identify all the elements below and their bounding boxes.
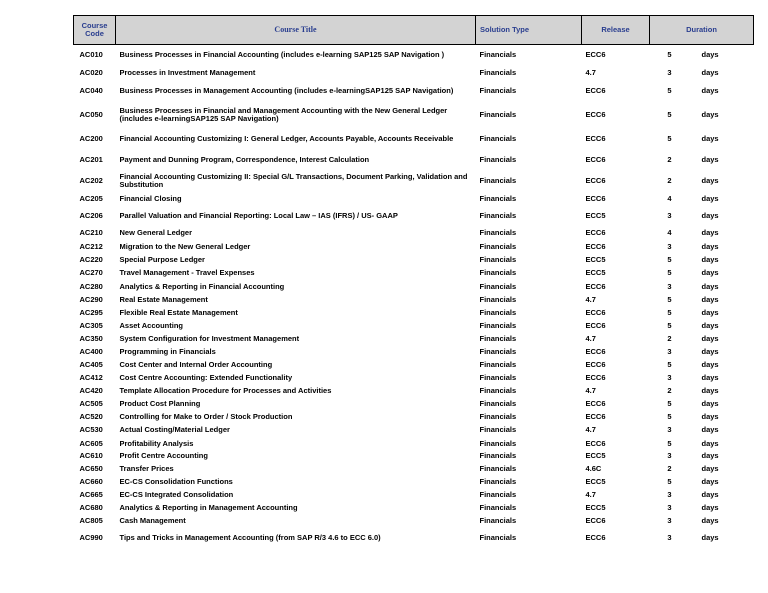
course-code: AC201	[79, 154, 103, 164]
duration-unit: days	[701, 294, 719, 304]
duration-unit: days	[701, 385, 719, 395]
release: ECC6	[585, 175, 606, 185]
solution-type: Financials	[479, 359, 517, 369]
course-code: AC010	[79, 50, 103, 59]
table-row	[74, 438, 754, 451]
course-title: Processes in Investment Management	[119, 67, 256, 77]
release: ECC6	[585, 109, 606, 119]
course-title: Real Estate Management	[119, 294, 208, 304]
table-row	[74, 398, 754, 411]
release: ECC6	[585, 438, 606, 448]
duration-unit: days	[701, 50, 719, 59]
table-row	[74, 359, 754, 372]
release: ECC6	[585, 241, 606, 251]
course-code: AC050	[79, 109, 103, 119]
course-code: AC680	[79, 502, 103, 512]
duration-days: 3	[667, 502, 672, 512]
table-row	[74, 227, 754, 241]
duration-unit: days	[701, 133, 719, 143]
table-row	[74, 320, 754, 333]
release: 4.7	[585, 333, 596, 343]
solution-type: Financials	[479, 451, 517, 461]
course-code: AC290	[79, 294, 103, 304]
header-course-code: Course Code	[74, 16, 116, 45]
duration-unit: days	[701, 154, 719, 164]
release: ECC5	[585, 254, 606, 264]
course-title: Travel Management - Travel Expenses	[119, 268, 255, 278]
table-row	[74, 45, 754, 66]
release: ECC6	[585, 133, 606, 143]
solution-type: Financials	[479, 398, 517, 408]
table-row	[74, 254, 754, 267]
table-row	[74, 192, 754, 207]
course-title: Financial Accounting Customizing II: Special G/L Transactions, Document Parking, Validation and Substitution	[119, 171, 468, 189]
duration-unit: days	[701, 346, 719, 356]
duration-days: 4	[667, 228, 672, 238]
course-code: AC420	[79, 385, 103, 395]
release: ECC6	[585, 193, 606, 203]
duration-days: 5	[667, 109, 672, 119]
course-code: AC412	[79, 372, 103, 382]
table-header-row	[74, 16, 754, 45]
course-title: System Configuration for Investment Management	[119, 333, 300, 343]
table-row	[74, 207, 754, 227]
solution-type: Financials	[479, 489, 517, 499]
course-title: Controlling for Make to Order / Stock Production	[119, 411, 293, 421]
duration-unit: days	[701, 425, 719, 435]
course-code: AC040	[79, 85, 103, 95]
duration-unit: days	[701, 211, 719, 221]
table-row	[74, 81, 754, 102]
solution-type: Financials	[479, 85, 517, 95]
course-code: AC280	[79, 281, 103, 291]
solution-type: Financials	[479, 281, 517, 291]
table-row	[74, 307, 754, 320]
duration-unit: days	[701, 307, 719, 317]
duration-days: 5	[667, 359, 672, 369]
header-release: Release	[582, 16, 650, 45]
solution-type: Financials	[479, 254, 517, 264]
duration-days: 5	[667, 320, 672, 330]
course-title: Actual Costing/Material Ledger	[119, 425, 230, 435]
table-row	[74, 281, 754, 294]
duration-unit: days	[701, 372, 719, 382]
course-code: AC530	[79, 425, 103, 435]
course-code: AC020	[79, 67, 103, 77]
course-title: Flexible Real Estate Management	[119, 307, 238, 317]
course-title: Financial Closing	[119, 193, 182, 203]
duration-days: 5	[667, 411, 672, 421]
duration-days: 3	[667, 211, 672, 221]
course-title: Cash Management	[119, 515, 186, 525]
duration-days: 5	[667, 476, 672, 486]
solution-type: Financials	[479, 320, 517, 330]
table-row	[74, 515, 754, 528]
release: ECC6	[585, 398, 606, 408]
solution-type: Financials	[479, 294, 517, 304]
course-title: Business Processes in Financial and Management Accounting with the New General Ledger (includes e-learningSAP125 SAP Navigation)	[119, 105, 448, 123]
duration-unit: days	[701, 228, 719, 238]
duration-unit: days	[701, 489, 719, 499]
table-row	[74, 267, 754, 281]
duration-days: 2	[667, 175, 672, 185]
table-row	[74, 333, 754, 346]
duration-days: 3	[667, 241, 672, 251]
course-code: AC520	[79, 411, 103, 421]
course-code: AC350	[79, 333, 103, 343]
table-row	[74, 451, 754, 463]
duration-unit: days	[701, 254, 719, 264]
duration-days: 5	[667, 398, 672, 408]
solution-type: Financials	[479, 438, 517, 448]
release: ECC6	[585, 533, 606, 543]
duration-days: 5	[667, 254, 672, 264]
duration-days: 2	[667, 154, 672, 164]
solution-type: Financials	[479, 109, 517, 119]
release: ECC6	[585, 307, 606, 317]
duration-unit: days	[701, 85, 719, 95]
header-solution-type: Solution Type	[476, 16, 582, 45]
release: ECC6	[585, 281, 606, 291]
table-row	[74, 150, 754, 171]
course-title: Business Processes in Financial Accounting (includes e-learning SAP125 SAP Navigation )	[119, 50, 445, 59]
table-row	[74, 66, 754, 81]
table-row	[74, 489, 754, 502]
course-code: AC210	[79, 228, 103, 238]
course-title: Transfer Prices	[119, 463, 174, 473]
release: 4.7	[585, 294, 596, 304]
duration-unit: days	[701, 268, 719, 278]
course-title: Migration to the New General Ledger	[119, 241, 251, 251]
solution-type: Financials	[479, 372, 517, 382]
duration-days: 2	[667, 463, 672, 473]
table-row	[74, 463, 754, 476]
course-title: Payment and Dunning Program, Correspondence, Interest Calculation	[119, 154, 370, 164]
solution-type: Financials	[479, 268, 517, 278]
solution-type: Financials	[479, 333, 517, 343]
solution-type: Financials	[479, 476, 517, 486]
solution-type: Financials	[479, 241, 517, 251]
release: ECC6	[585, 320, 606, 330]
release: ECC5	[585, 268, 606, 278]
course-title: Financial Accounting Customizing I: General Ledger, Accounts Payable, Accounts Receivable	[119, 133, 454, 143]
solution-type: Financials	[479, 154, 517, 164]
course-code: AC990	[79, 533, 103, 543]
course-code: AC405	[79, 359, 103, 369]
duration-unit: days	[701, 359, 719, 369]
duration-unit: days	[701, 502, 719, 512]
solution-type: Financials	[479, 307, 517, 317]
course-title: Parallel Valuation and Financial Reporting: Local Law – IAS (IFRS) / US- GAAP	[119, 211, 398, 221]
course-title: Cost Centre Accounting: Extended Functionality	[119, 372, 293, 382]
release: ECC6	[585, 154, 606, 164]
duration-days: 5	[667, 294, 672, 304]
release: ECC6	[585, 411, 606, 421]
table-row	[74, 385, 754, 398]
course-code: AC202	[79, 175, 103, 185]
solution-type: Financials	[479, 67, 517, 77]
solution-type: Financials	[479, 425, 517, 435]
solution-type: Financials	[479, 50, 517, 59]
course-title: New General Ledger	[119, 228, 193, 238]
table-row	[74, 171, 754, 192]
course-title: Programming in Financials	[119, 346, 216, 356]
course-code: AC295	[79, 307, 103, 317]
duration-days: 3	[667, 533, 672, 543]
duration-unit: days	[701, 398, 719, 408]
release: 4.7	[585, 489, 596, 499]
course-code: AC665	[79, 489, 103, 499]
solution-type: Financials	[479, 515, 517, 525]
course-title: Profit Centre Accounting	[119, 451, 208, 461]
duration-unit: days	[701, 281, 719, 291]
solution-type: Financials	[479, 411, 517, 421]
duration-unit: days	[701, 515, 719, 525]
duration-unit: days	[701, 533, 719, 543]
table-row	[74, 502, 754, 515]
course-title: Analytics & Reporting in Financial Accounting	[119, 281, 285, 291]
header-course-title: Course Title	[116, 16, 476, 45]
course-code: AC610	[79, 451, 103, 461]
duration-days: 2	[667, 385, 672, 395]
solution-type: Financials	[479, 463, 517, 473]
course-code: AC305	[79, 320, 103, 330]
header-duration: Duration	[650, 16, 754, 45]
course-title: Asset Accounting	[119, 320, 183, 330]
course-code: AC205	[79, 193, 103, 203]
release: 4.6C	[585, 463, 602, 473]
release: ECC6	[585, 85, 606, 95]
table-row	[74, 528, 754, 550]
duration-unit: days	[701, 333, 719, 343]
duration-days: 5	[667, 85, 672, 95]
duration-days: 3	[667, 451, 672, 461]
course-title: Profitability Analysis	[119, 438, 194, 448]
release: ECC5	[585, 502, 606, 512]
course-table	[73, 15, 754, 550]
solution-type: Financials	[479, 175, 517, 185]
course-title: EC-CS Consolidation Functions	[119, 476, 233, 486]
course-title: Template Allocation Procedure for Processes and Activities	[119, 385, 332, 395]
duration-unit: days	[701, 67, 719, 77]
duration-unit: days	[701, 175, 719, 185]
course-code: AC206	[79, 211, 103, 221]
course-code: AC212	[79, 241, 103, 251]
duration-days: 4	[667, 193, 672, 203]
release: ECC5	[585, 211, 606, 221]
table-row	[74, 476, 754, 489]
table-row	[74, 424, 754, 438]
release: ECC6	[585, 515, 606, 525]
release: 4.7	[585, 385, 596, 395]
solution-type: Financials	[479, 211, 517, 221]
duration-days: 5	[667, 438, 672, 448]
course-code: AC505	[79, 398, 103, 408]
duration-unit: days	[701, 463, 719, 473]
course-title: Tips and Tricks in Management Accounting (from SAP R/3 4.6 to ECC 6.0)	[119, 533, 381, 543]
release: 4.7	[585, 425, 596, 435]
duration-unit: days	[701, 438, 719, 448]
course-title: Cost Center and Internal Order Accounting	[119, 359, 273, 369]
solution-type: Financials	[479, 228, 517, 238]
course-code: AC400	[79, 346, 103, 356]
course-code: AC270	[79, 268, 103, 278]
duration-days: 3	[667, 515, 672, 525]
duration-days: 3	[667, 425, 672, 435]
duration-unit: days	[701, 241, 719, 251]
duration-unit: days	[701, 193, 719, 203]
table-row	[74, 346, 754, 359]
release: 4.7	[585, 67, 596, 77]
duration-days: 5	[667, 50, 672, 59]
course-code: AC660	[79, 476, 103, 486]
table-row	[74, 294, 754, 307]
solution-type: Financials	[479, 346, 517, 356]
course-title: Product Cost Planning	[119, 398, 201, 408]
duration-days: 3	[667, 372, 672, 382]
duration-unit: days	[701, 320, 719, 330]
course-code: AC650	[79, 463, 103, 473]
release: ECC5	[585, 451, 606, 461]
duration-days: 2	[667, 333, 672, 343]
course-code: AC605	[79, 438, 103, 448]
solution-type: Financials	[479, 385, 517, 395]
duration-days: 3	[667, 281, 672, 291]
solution-type: Financials	[479, 133, 517, 143]
duration-days: 5	[667, 133, 672, 143]
table-row	[74, 129, 754, 150]
duration-unit: days	[701, 451, 719, 461]
course-title: EC-CS Integrated Consolidation	[119, 489, 234, 499]
course-title: Business Processes in Management Accounting (includes e-learningSAP125 SAP Navigation)	[119, 85, 454, 95]
duration-days: 3	[667, 346, 672, 356]
release: ECC6	[585, 359, 606, 369]
solution-type: Financials	[479, 533, 517, 543]
duration-days: 5	[667, 307, 672, 317]
release: ECC6	[585, 372, 606, 382]
release: ECC5	[585, 476, 606, 486]
solution-type: Financials	[479, 502, 517, 512]
course-title: Analytics & Reporting in Management Accounting	[119, 502, 298, 512]
table-row	[74, 411, 754, 424]
duration-days: 3	[667, 489, 672, 499]
table-row	[74, 102, 754, 129]
course-code: AC805	[79, 515, 103, 525]
duration-days: 3	[667, 67, 672, 77]
course-title: Special Purpose Ledger	[119, 254, 205, 264]
duration-unit: days	[701, 476, 719, 486]
table-row	[74, 372, 754, 385]
duration-days: 5	[667, 268, 672, 278]
course-code: AC200	[79, 133, 103, 143]
duration-unit: days	[701, 411, 719, 421]
table-row	[74, 241, 754, 254]
course-code: AC220	[79, 254, 103, 264]
solution-type: Financials	[479, 193, 517, 203]
release: ECC6	[585, 50, 606, 59]
release: ECC6	[585, 228, 606, 238]
release: ECC6	[585, 346, 606, 356]
duration-unit: days	[701, 109, 719, 119]
